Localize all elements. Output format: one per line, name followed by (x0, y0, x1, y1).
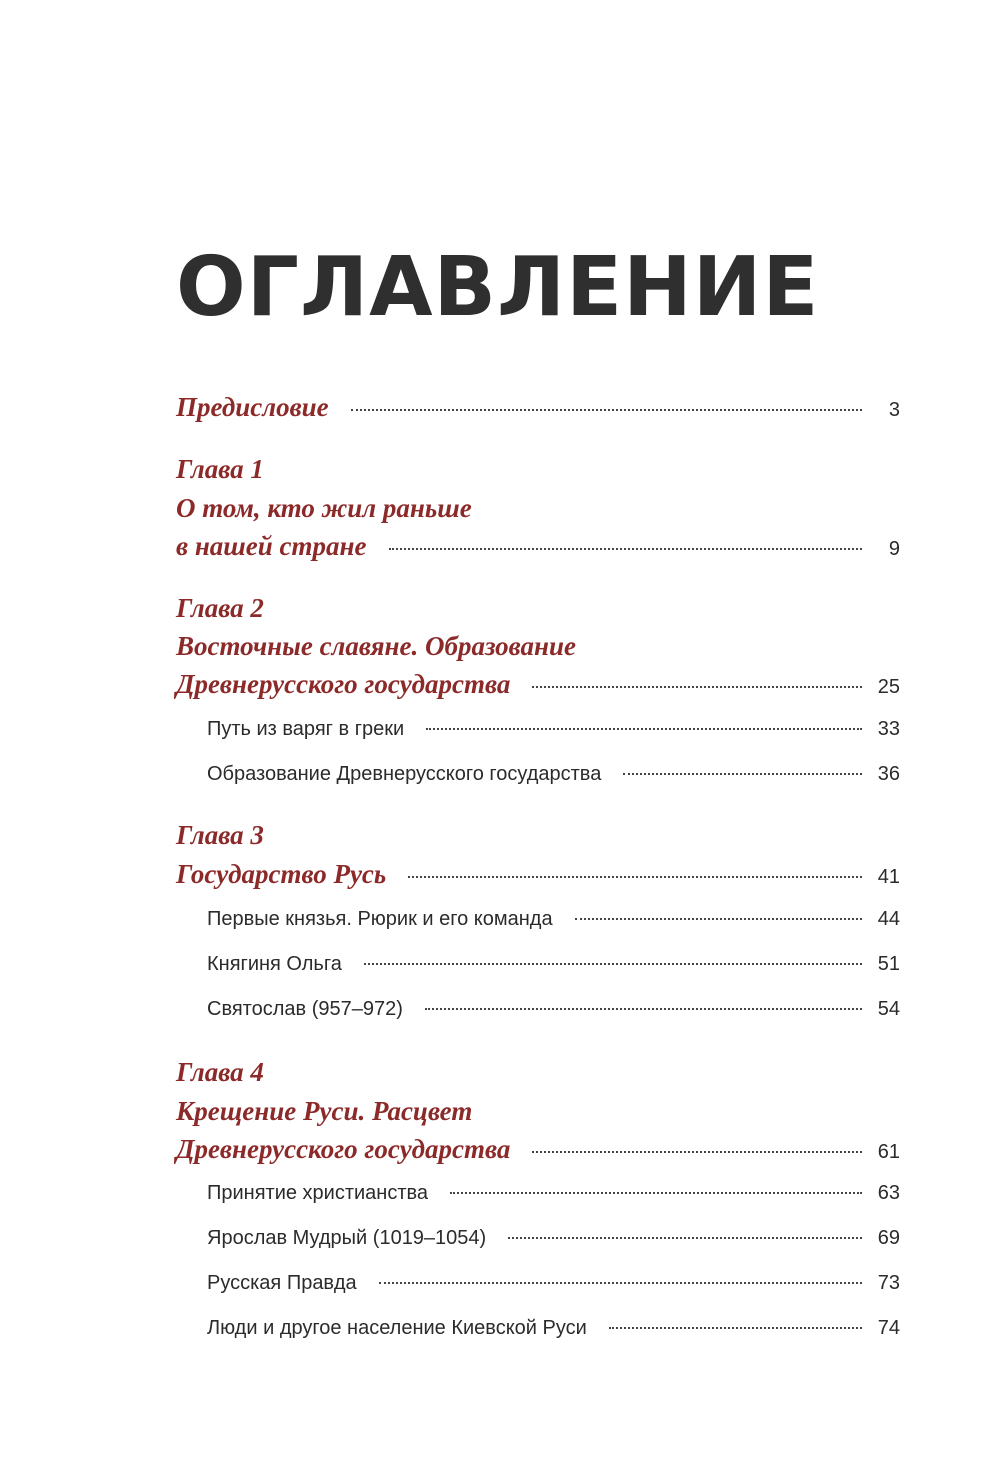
page-number: 61 (877, 1141, 900, 1163)
chapter-number: Глава 3 (176, 820, 264, 850)
page-number: 74 (877, 1317, 900, 1339)
toc-section-entry[interactable] (207, 995, 900, 1023)
chapter-title: в нашей стране (176, 531, 367, 561)
toc-section-entry[interactable] (207, 1314, 900, 1342)
toc-section-entry[interactable] (207, 950, 900, 978)
page-number: 3 (888, 399, 900, 421)
page-title: ОГЛАВЛЕНИЕ (176, 240, 820, 335)
section-label: Путь из варяг в греки (207, 718, 405, 740)
dot-leader (623, 773, 862, 775)
chapter-title: Древнерусского государства (176, 1134, 511, 1164)
dot-leader (379, 1282, 862, 1284)
page-number: 41 (877, 866, 900, 888)
toc-entry-chapter-2[interactable] (176, 667, 900, 704)
dot-leader (408, 876, 862, 878)
dot-leader (532, 1151, 862, 1153)
toc-entry-label: Предисловие (176, 392, 329, 422)
toc-entry-chapter-3[interactable] (176, 857, 900, 894)
page-number: 54 (877, 998, 900, 1020)
dot-leader (450, 1192, 862, 1194)
toc-section-entry[interactable] (207, 1179, 900, 1207)
dot-leader (575, 918, 862, 920)
page-number: 44 (877, 908, 900, 930)
dot-leader (364, 963, 862, 965)
section-label: Святослав (957–972) (207, 998, 403, 1020)
chapter-number: Глава 1 (176, 454, 264, 484)
chapter-title: Крещение Руси. Расцвет (176, 1096, 473, 1126)
dot-leader (425, 1008, 862, 1010)
page-number: 25 (877, 676, 900, 698)
page-number: 63 (877, 1182, 900, 1204)
dot-leader (532, 686, 862, 688)
page-number: 69 (877, 1227, 900, 1249)
page-number: 36 (877, 763, 900, 785)
chapter-number: Глава 4 (176, 1057, 264, 1087)
dot-leader (609, 1327, 862, 1329)
page-number: 51 (877, 953, 900, 975)
toc-section-entry[interactable] (207, 1269, 900, 1297)
page-number: 33 (877, 718, 900, 740)
toc-entry-chapter-1[interactable] (176, 529, 900, 566)
chapter-title: Восточные славяне. Образование (176, 631, 577, 661)
toc-entry-preface[interactable] (176, 390, 900, 427)
section-label: Княгиня Ольга (207, 953, 342, 975)
section-label: Образование Древнерусского государства (207, 763, 602, 785)
chapter-title: О том, кто жил раньше (176, 493, 472, 523)
section-label: Принятие христианства (207, 1182, 429, 1204)
toc-section-entry[interactable] (207, 905, 900, 933)
section-label: Первые князья. Рюрик и его команда (207, 908, 553, 930)
dot-leader (508, 1237, 862, 1239)
toc-section-entry[interactable] (207, 760, 900, 788)
section-label: Ярослав Мудрый (1019–1054) (207, 1227, 487, 1249)
page-number: 9 (888, 538, 900, 560)
chapter-title: Государство Русь (176, 859, 387, 889)
section-label: Русская Правда (207, 1272, 357, 1294)
chapter-title: Древнерусского государства (176, 669, 511, 699)
toc-section-entry[interactable] (207, 1224, 900, 1252)
dot-leader (389, 548, 862, 550)
section-label: Люди и другое население Киевской Руси (207, 1317, 587, 1339)
toc-entry-chapter-4[interactable] (176, 1132, 900, 1169)
dot-leader (351, 409, 862, 411)
chapter-number: Глава 2 (176, 593, 264, 623)
toc-section-entry[interactable] (207, 715, 900, 743)
dot-leader (426, 728, 862, 730)
page-number: 73 (877, 1272, 900, 1294)
